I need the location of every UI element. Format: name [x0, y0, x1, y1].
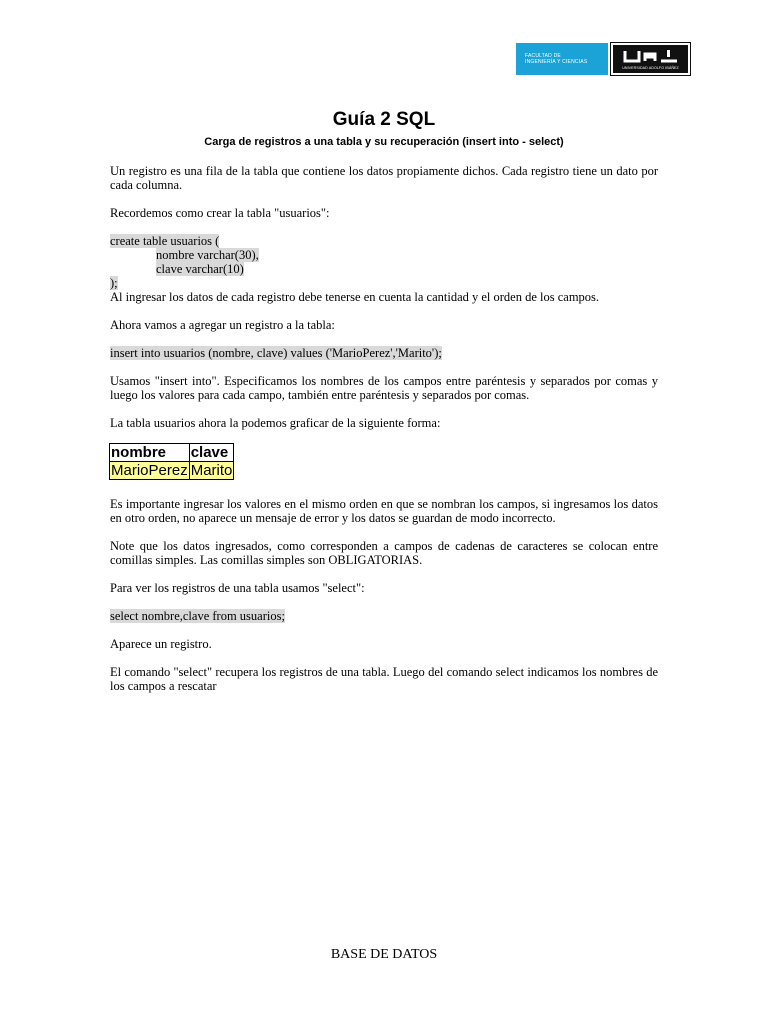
- paragraph-order: Al ingresar los datos de cada registro debe tenerse en cuenta la cantidad y el orden de los campos.: [110, 290, 600, 304]
- table-cell: MarioPerez: [111, 462, 188, 479]
- code-line: );: [110, 276, 118, 290]
- table-header-cell: nombre: [110, 444, 190, 462]
- code-line: insert into usuarios (nombre, clave) values ('MarioPerez','Marito');: [110, 346, 442, 360]
- paragraph-add-record: Ahora vamos a agregar un registro a la tabla:: [110, 318, 335, 332]
- paragraph-insert-explained: Usamos "insert into". Especificamos los nombres de los campos entre paréntesis y separados por comas y luego los valores para cada campo, también entre paréntesis y separados por comas.: [110, 374, 658, 402]
- paragraph-select-intro: Para ver los registros de una tabla usamos "select":: [110, 581, 365, 595]
- code-line: nombre varchar(30),: [156, 248, 259, 262]
- code-line: clave varchar(10): [156, 262, 244, 276]
- users-table: [109, 443, 234, 480]
- paragraph-quotes: Note que los datos ingresados, como corresponden a campos de cadenas de caracteres se colocan entre comillas simples. Las comillas simples son OBLIGATORIAS.: [110, 539, 658, 567]
- table-cell: Marito: [190, 462, 233, 479]
- paragraph-important: Es importante ingresar los valores en el mismo orden en que se nombran los campos, si ingresamos los datos en otro orden, no aparece un mensaje de error y los datos se guardan de modo incorrecto.: [110, 497, 658, 525]
- paragraph-one-record: Aparece un registro.: [110, 637, 212, 651]
- university-logo: [611, 43, 690, 75]
- faculty-logo: [516, 43, 608, 75]
- page-footer: BASE DE DATOS: [330, 947, 438, 962]
- paragraph-create-intro: Recordemos como crear la tabla "usuarios":: [110, 206, 330, 220]
- faculty-logo-line1: FACULTAD DE: [525, 53, 561, 59]
- code-line: create table usuarios (: [110, 234, 220, 248]
- table-row: [110, 462, 234, 480]
- faculty-logo-line2: INGENIERÍA Y CIENCIAS: [525, 59, 588, 65]
- table-header-cell: clave: [189, 444, 234, 462]
- code-line: select nombre,clave from usuarios;: [110, 609, 285, 623]
- paragraph-table-graph: La tabla usuarios ahora la podemos graficar de la siguiente forma:: [110, 416, 441, 430]
- page-subtitle: Carga de registros a una tabla y su recuperación (insert into - select): [204, 136, 564, 148]
- university-name: UNIVERSIDAD ADOLFO IBÁÑEZ: [622, 66, 679, 70]
- paragraph-intro: Un registro es una fila de la tabla que contiene los datos propiamente dichos. Cada registro tiene un dato por cada columna.: [110, 164, 658, 192]
- code-block-select: [110, 609, 658, 623]
- paragraph-select-explained: El comando "select" recupera los registros de una tabla. Luego del comando select indicamos los nombres de los campos a rescatar: [110, 665, 658, 693]
- code-block-insert: [110, 346, 658, 360]
- code-block-create: [110, 234, 658, 290]
- page-title: Guía 2 SQL: [332, 109, 436, 130]
- table-header-row: [110, 444, 234, 462]
- uai-mark-icon: [623, 49, 679, 65]
